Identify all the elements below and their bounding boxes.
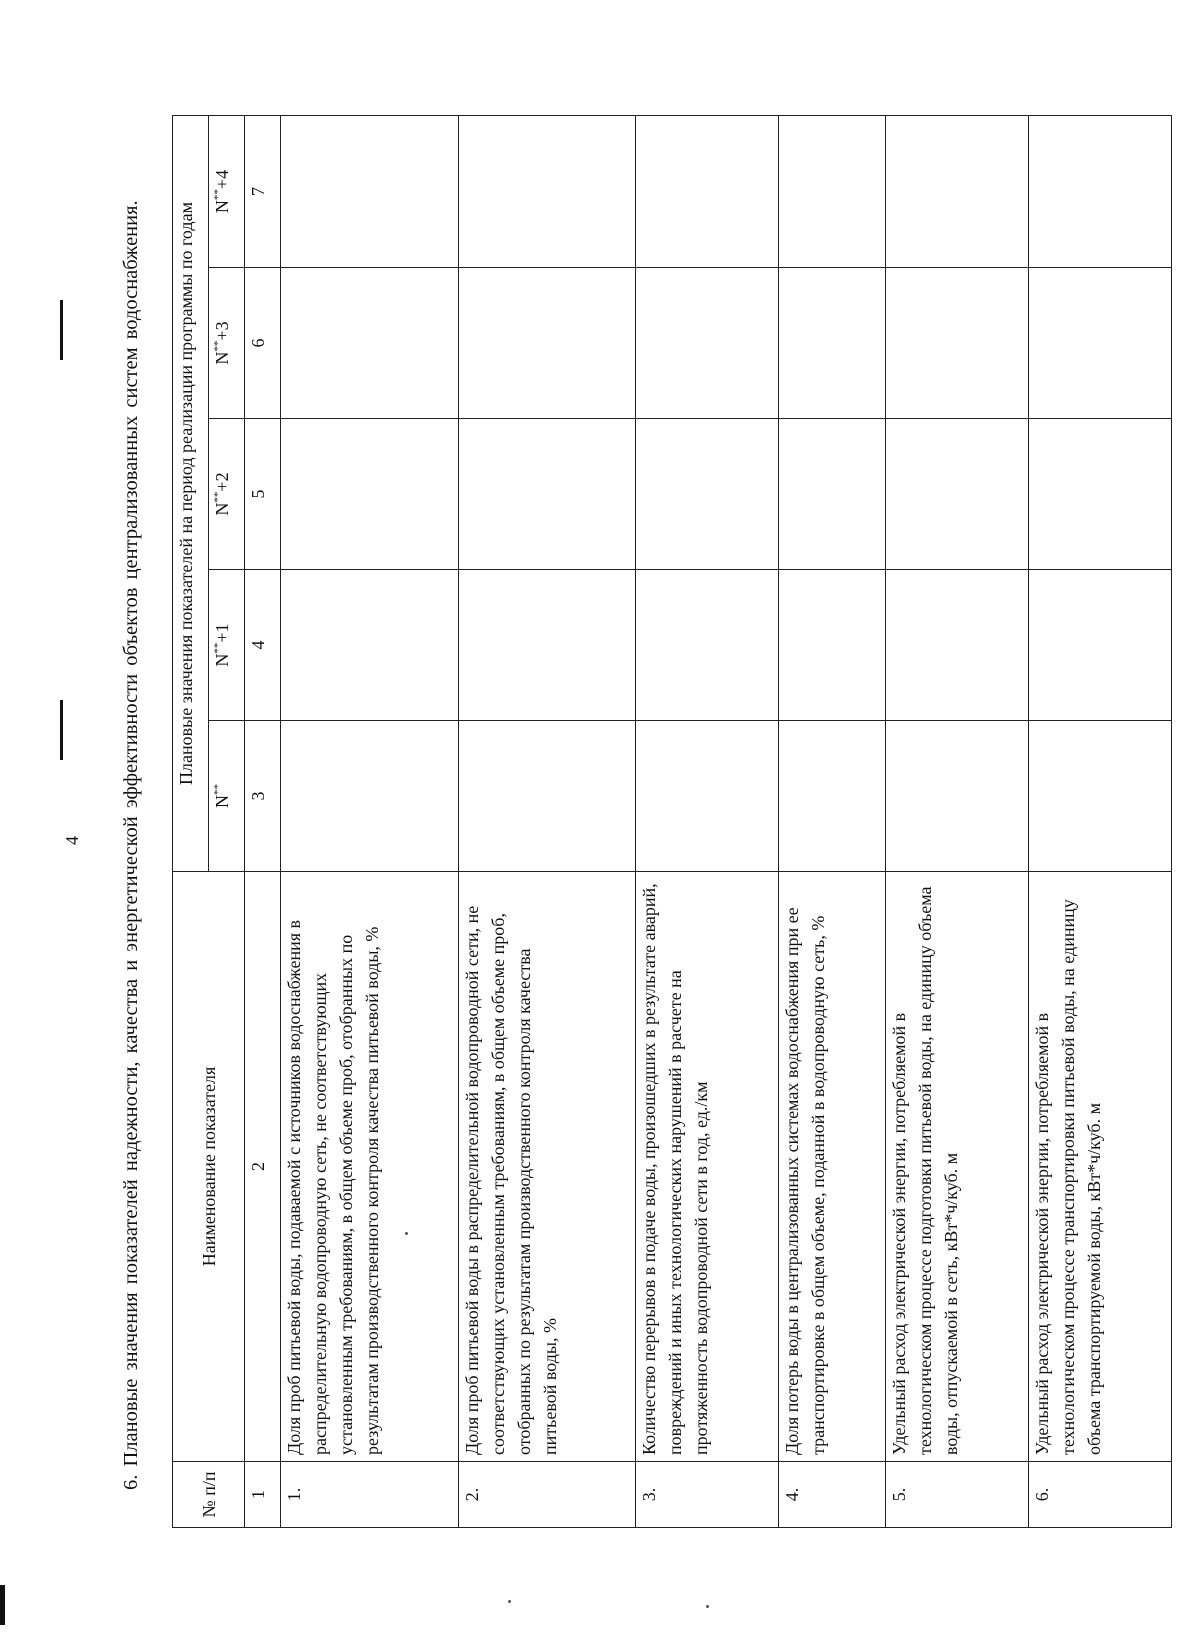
value-cell bbox=[779, 721, 886, 872]
value-cell bbox=[636, 570, 779, 721]
table-row bbox=[1029, 116, 1172, 1528]
header-plan-group: Плановые значения показателей на период реализации программы по годам bbox=[173, 116, 209, 872]
header-year-n bbox=[209, 721, 245, 872]
header-row-1 bbox=[173, 116, 209, 1528]
value-cell bbox=[636, 419, 779, 570]
value-cell bbox=[281, 419, 459, 570]
value-cell bbox=[1029, 419, 1172, 570]
value-cell bbox=[886, 268, 1029, 419]
table-row bbox=[886, 116, 1029, 1528]
value-cell bbox=[458, 116, 636, 268]
scan-dot bbox=[405, 1232, 408, 1235]
indicator-name: Доля потерь воды в централизованных системах водоснабжения при ее транспортировке в общем объеме, поданной в водопроводную сеть, % bbox=[779, 872, 886, 1462]
value-cell bbox=[458, 268, 636, 419]
column-number: 1 bbox=[245, 1462, 281, 1528]
row-number: 2. bbox=[458, 1462, 636, 1528]
value-cell bbox=[281, 268, 459, 419]
year-sup: ** bbox=[212, 340, 225, 352]
value-cell bbox=[281, 721, 459, 872]
row-number: 1. bbox=[281, 1462, 459, 1528]
value-cell bbox=[281, 116, 459, 268]
value-cell bbox=[886, 721, 1029, 872]
column-number: 4 bbox=[245, 570, 281, 721]
year-suffix: +4 bbox=[212, 169, 233, 190]
year-base: N bbox=[212, 502, 233, 516]
row-number: 3. bbox=[636, 1462, 779, 1528]
value-cell bbox=[458, 721, 636, 872]
section-heading: 6. Плановые значения показателей надежности, качества и энергетической эффективности объектов централизованных систем водоснабжения. bbox=[120, 200, 142, 1490]
header-year-n2 bbox=[209, 419, 245, 570]
table-row bbox=[281, 116, 459, 1528]
year-base: N bbox=[212, 351, 233, 365]
table-row bbox=[458, 116, 636, 1528]
year-suffix: +1 bbox=[212, 623, 233, 643]
page-number: 4 bbox=[62, 836, 82, 845]
year-sup: ** bbox=[212, 491, 225, 503]
indicator-name: Удельный расход электрической энергии, потребляемой в технологическом процессе транспортировки питьевой воды, на единицу объема транспортируемой воды, кВт*ч/куб. м bbox=[1029, 872, 1172, 1462]
table-row bbox=[636, 116, 779, 1528]
column-number: 6 bbox=[245, 268, 281, 419]
scan-dot bbox=[508, 1600, 511, 1603]
scan-dot bbox=[706, 1605, 709, 1608]
value-cell bbox=[779, 116, 886, 268]
column-number: 7 bbox=[245, 116, 281, 268]
table-row bbox=[779, 116, 886, 1528]
value-cell bbox=[636, 116, 779, 268]
value-cell bbox=[886, 116, 1029, 268]
scan-edge-mark bbox=[60, 300, 63, 360]
header-year-n3 bbox=[209, 268, 245, 419]
year-base: N bbox=[212, 200, 233, 214]
column-number: 5 bbox=[245, 419, 281, 570]
value-cell bbox=[886, 419, 1029, 570]
value-cell bbox=[1029, 721, 1172, 872]
value-cell bbox=[458, 570, 636, 721]
column-number: 2 bbox=[245, 872, 281, 1462]
column-number: 3 bbox=[245, 721, 281, 872]
year-base: N bbox=[212, 653, 233, 667]
header-year-n4 bbox=[209, 116, 245, 268]
value-cell bbox=[1029, 570, 1172, 721]
value-cell bbox=[1029, 116, 1172, 268]
year-base: N bbox=[212, 795, 233, 808]
value-cell bbox=[281, 570, 459, 721]
year-sup: ** bbox=[212, 189, 225, 201]
year-suffix: +2 bbox=[212, 472, 233, 492]
indicator-name: Доля проб питьевой воды в распределительной водопроводной сети, не соответствующих установленным требованиям, в общем объеме проб, отобранных по результатам производственного контроля качества питьевой воды, % bbox=[458, 872, 636, 1462]
header-name: Наименование показателя bbox=[173, 872, 245, 1462]
header-year-n1 bbox=[209, 570, 245, 721]
year-suffix: +3 bbox=[212, 321, 233, 341]
scan-edge-mark bbox=[0, 1585, 5, 1625]
indicator-name: Удельный расход электрической энергии, потребляемой в технологическом процессе подготовки питьевой воды, на единицу объема воды, отпускаемой в сеть, кВт*ч/куб. м bbox=[886, 872, 1029, 1462]
row-number: 5. bbox=[886, 1462, 1029, 1528]
scan-edge-mark bbox=[60, 700, 63, 760]
indicator-name: Доля проб питьевой воды, подаваемой с источников водоснабжения в распределительную водопроводную сеть, не соответствующих установленным требованиям, в общем объеме проб, отобранных по результатам производственного контроля качества питьевой воды, % bbox=[281, 872, 459, 1462]
value-cell bbox=[636, 268, 779, 419]
value-cell bbox=[636, 721, 779, 872]
year-sup: ** bbox=[212, 784, 225, 795]
header-num: № п/п bbox=[173, 1462, 245, 1528]
indicators-table bbox=[172, 115, 1172, 1528]
value-cell bbox=[779, 419, 886, 570]
value-cell bbox=[779, 570, 886, 721]
year-sup: ** bbox=[212, 642, 225, 654]
indicator-name: Количество перерывов в подаче воды, произошедших в результате аварий, повреждений и иных технологических нарушений в расчете на протяженность водопроводной сети в год, ед./км bbox=[636, 872, 779, 1462]
row-number: 4. bbox=[779, 1462, 886, 1528]
value-cell bbox=[779, 268, 886, 419]
value-cell bbox=[1029, 268, 1172, 419]
row-number: 6. bbox=[1029, 1462, 1172, 1528]
value-cell bbox=[886, 570, 1029, 721]
value-cell bbox=[458, 419, 636, 570]
column-numbers-row bbox=[245, 116, 281, 1528]
